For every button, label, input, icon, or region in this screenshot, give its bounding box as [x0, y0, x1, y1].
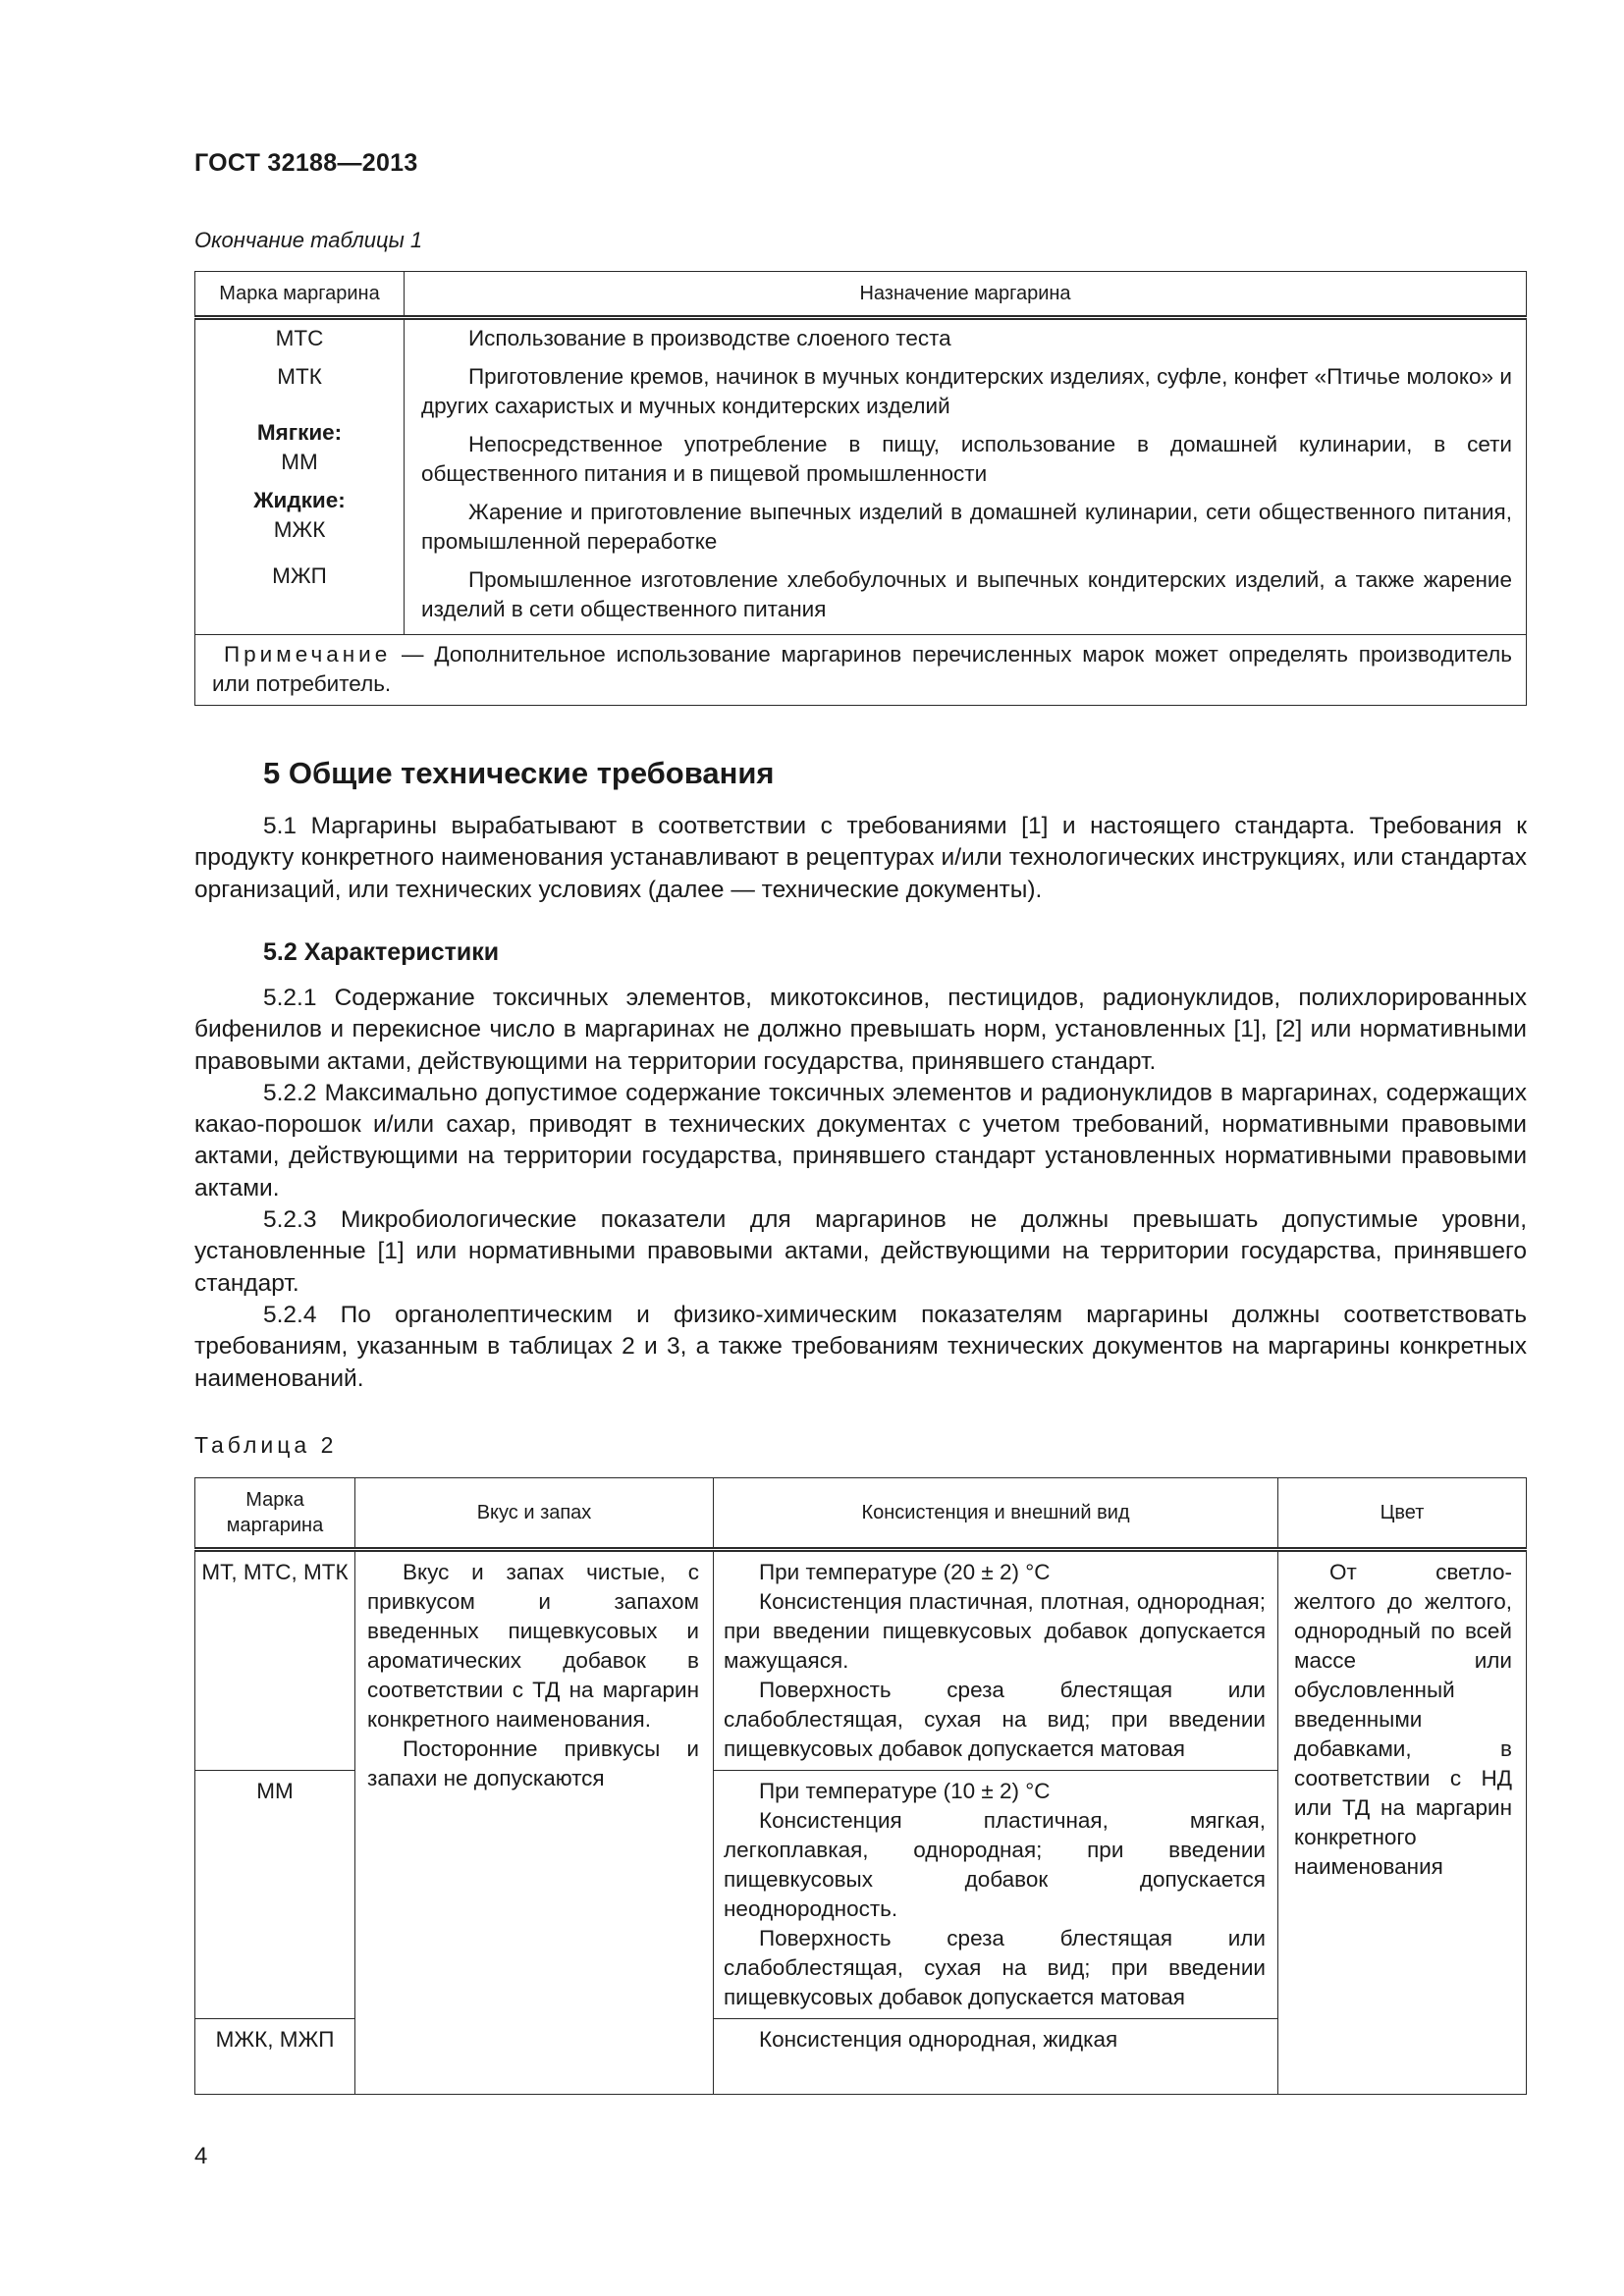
table2-header-taste: Вкус и запах [355, 1478, 714, 1550]
consistency-cell [714, 1771, 1278, 2019]
consistency-text: Консистенция однородная, жидкая [759, 2027, 1118, 2052]
standard-code-header: ГОСТ 32188—2013 [194, 149, 418, 177]
brand-name: МТС [275, 326, 324, 350]
consistency-text: При температуре (20 ± 2) °С [759, 1560, 1051, 1584]
section-heading: 5 Общие технические требования [263, 756, 775, 790]
table2-caption: Таблица 2 [194, 1432, 338, 1458]
consistency-text: Поверхность среза блестящая или слабоблестящая, сухая на вид; при введении пищевкусовых добавок допускается матовая [724, 1926, 1266, 2009]
paragraph: 5.1 Маргарины вырабатывают в соответствии с требованиями [1] и настоящего стандарта. Требования к продукту конкретного наименования устанавливают в рецептурах и/или технологических инструкциях, или стандартах организаций, или технических условиях (далее — технические документы). [194, 813, 1527, 903]
paragraph: 5.2.3 Микробиологические показатели для маргаринов не должны превышать допустимые уровни, установленные [1] или нормативными правовыми актами, действующими на территории государства, принявшего стандарт. [194, 1206, 1527, 1297]
table1-note [195, 635, 1527, 706]
brand-entry [199, 486, 400, 545]
paragraph: 5.2.1 Содержание токсичных элементов, микотоксинов, пестицидов, радионуклидов, полихлорированных бифенилов и перекисное число в маргаринах не должно превышать норм, установленных [1], [2] или нормативными правовыми актами, действующими на территории государства, принявшего стандарт. [194, 985, 1527, 1075]
brand-entry [199, 406, 400, 477]
consistency-cell [714, 2019, 1278, 2095]
section-5-2-paragraphs [194, 983, 1527, 1395]
table1-header-row [195, 272, 1527, 318]
consistency-text: Поверхность среза блестящая или слабоблестящая, сухая на вид; при введении пищевкусовых добавок допускается матовая [724, 1678, 1266, 1761]
purpose-text: Использование в производстве слоеного теста [468, 326, 951, 350]
brand-cell: МЖК, МЖП [195, 2019, 355, 2095]
table1-header-purpose: Назначение маргарина [405, 272, 1527, 318]
brand-entry [199, 324, 400, 353]
taste-cell [355, 1550, 714, 2095]
consistency-text: При температуре (10 ± 2) °С [759, 1779, 1051, 1803]
table1-caption: Окончание таблицы 1 [194, 228, 423, 252]
brand-group-label: Жидкие: [253, 488, 346, 512]
brand-name: ММ [281, 450, 318, 474]
brand-name: МЖК [273, 517, 326, 542]
taste-text: Вкус и запах чистые, с привкусом и запахом введенных пищевкусовых и ароматических добавок в соответствии с ТД на маргарин конкретного наименования. [367, 1560, 699, 1732]
brand-cell: ММ [195, 1771, 355, 2019]
table2-header-color: Цвет [1278, 1478, 1527, 1550]
table1-margarine-purpose [194, 271, 1527, 706]
table2-header-row [195, 1478, 1527, 1550]
purpose-text: Жарение и приготовление выпечных изделий в домашней кулинарии, сети общественного питания, промышленной переработке [421, 500, 1512, 554]
purpose-text: Промышленное изготовление хлебобулочных и выпечных кондитерских изделий, а также жарение изделий в сети общественного питания [421, 567, 1512, 621]
table2-organoleptic [194, 1477, 1527, 2095]
table2-header-brand: Марка маргарина [195, 1478, 355, 1550]
table1-note-row [195, 635, 1527, 706]
table2-header-consistency: Консистенция и внешний вид [714, 1478, 1278, 1550]
consistency-text: Консистенция пластичная, плотная, однородная; при введении пищевкусовых добавок допускается мажущаяся. [724, 1589, 1266, 1673]
brand-cell: МТ, МТС, МТК [195, 1550, 355, 1771]
subsection-heading: 5.2 Характеристики [263, 938, 500, 966]
purpose-text: Непосредственное употребление в пищу, использование в домашней кулинарии, в сети общественного питания и в пищевой промышленности [421, 432, 1512, 486]
paragraph: 5.2.2 Максимально допустимое содержание токсичных элементов и радионуклидов в маргаринах, содержащих какао-порошок и/или сахар, приводят в технических документах с учетом требований, нормативными правовыми актами, действующими на территории государства, принявшего стандарт установленных нормативными правовыми актами. [194, 1079, 1527, 1201]
consistency-cell [714, 1550, 1278, 1771]
table1-brands-cell [195, 318, 405, 635]
note-text: — Дополнительное использование маргаринов перечисленных марок может определять производитель или потребитель. [212, 642, 1512, 696]
section-5-1 [194, 811, 1527, 906]
paragraph: 5.2.4 По органолептическим и физико-химическим показателям маргарины должны соответствовать требованиям, указанным в таблицах 2 и 3, а также требованиям технических документов на маргарины конкретных наименований. [194, 1301, 1527, 1392]
color-text: От светло-желтого до желтого, однородный по всей массе или обусловленный введенными добавками, в соответствии с НД или ТД на маргарин конкретного наименования [1294, 1560, 1512, 1879]
brand-entry [199, 554, 400, 591]
page-number: 4 [194, 2143, 208, 2169]
table-row [195, 318, 1527, 635]
note-label: Примечание [224, 642, 392, 667]
color-cell [1278, 1550, 1527, 2095]
brand-entry [199, 362, 400, 392]
brand-name: МТК [277, 364, 322, 389]
purpose-text: Приготовление кремов, начинок в мучных кондитерских изделиях, суфле, конфет «Птичье молоко» и других сахаристых и мучных кондитерских изделий [421, 364, 1512, 418]
taste-text: Посторонние привкусы и запахи не допускаются [367, 1736, 699, 1790]
consistency-text: Консистенция пластичная, мягкая, легкоплавкая, однородная; при введении пищевкусовых добавок допускается неоднородность. [724, 1808, 1266, 1921]
brand-group-label: Мягкие: [256, 420, 343, 445]
brand-name: МЖП [272, 563, 327, 588]
table1-purpose-cell [405, 318, 1527, 635]
table1-header-brand: Марка маргарина [195, 272, 405, 318]
table-row [195, 1550, 1527, 1771]
